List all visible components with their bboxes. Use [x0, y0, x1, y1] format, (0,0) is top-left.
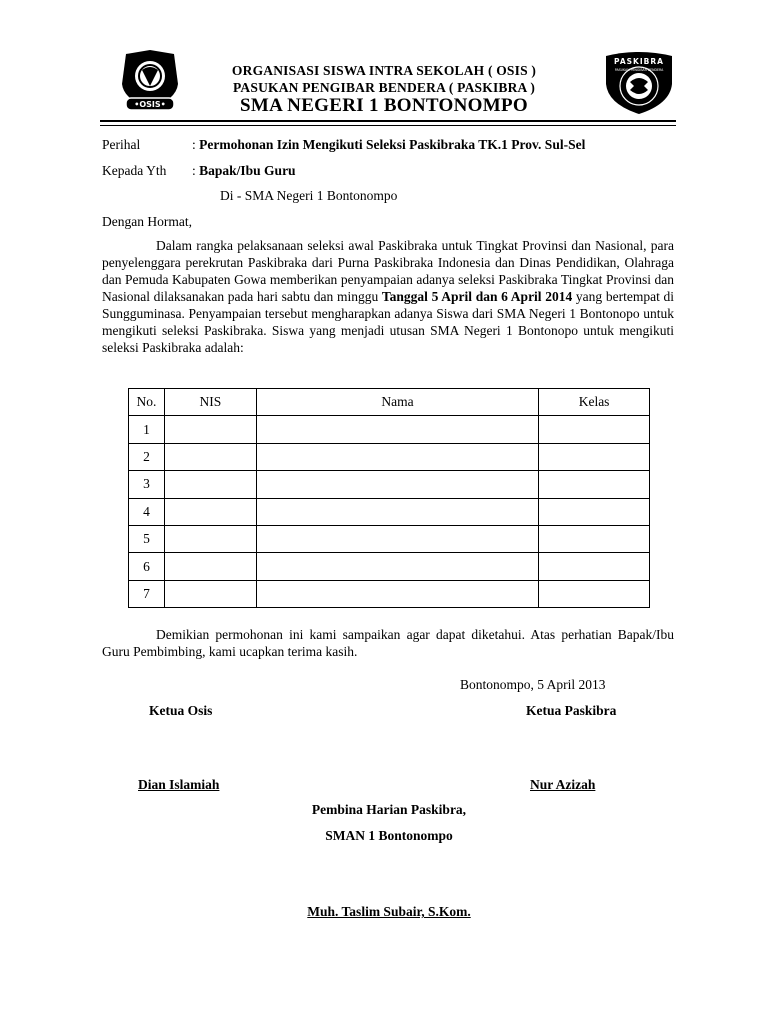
kelas-cell[interactable] — [539, 416, 650, 443]
col-header-nama: Nama — [256, 389, 538, 416]
row-number: 5 — [129, 525, 165, 552]
kelas-cell[interactable] — [539, 471, 650, 498]
header-divider-thick — [100, 120, 676, 122]
paskibra-ring-text: PASUKAN PENGIBAR BENDERA — [614, 68, 664, 72]
header-divider-thin — [100, 125, 676, 126]
kepada-field — [192, 163, 296, 179]
table-row — [129, 471, 650, 498]
nis-cell[interactable] — [164, 416, 256, 443]
nis-cell[interactable] — [164, 580, 256, 607]
body-paragraph-2 — [102, 626, 674, 660]
pembina-title: Pembina Harian Paskibra, — [311, 802, 467, 817]
kepada-colon: : — [192, 163, 200, 178]
signer-right-title: Ketua Paskibra — [526, 703, 617, 718]
nis-cell[interactable] — [164, 498, 256, 525]
nama-cell[interactable] — [256, 580, 538, 607]
paragraph-1-text-b: yang bertempat di Sungguminasa. Penyampaian tersebut mengharapkan adanya Siswa dari SMA Negeri 1 Bontonopo untuk mengikuti seleksi Paskibraka. Siswa yang menjadi utusan SMA Negeri 1 Bontonopo untuk mengikuti seleksi Paskibraka adalah: — [102, 289, 674, 355]
participants-table — [128, 388, 650, 608]
kelas-cell[interactable] — [539, 580, 650, 607]
table-row — [129, 525, 650, 552]
kelas-cell[interactable] — [539, 525, 650, 552]
nama-cell[interactable] — [256, 443, 538, 470]
nis-cell[interactable] — [164, 553, 256, 580]
kelas-cell[interactable] — [539, 443, 650, 470]
table-header-row — [129, 389, 650, 416]
perihal-value: Permohonan Izin Mengikuti Seleksi Paskibraka TK.1 Prov. Sul-Sel — [199, 137, 586, 152]
nis-cell[interactable] — [164, 471, 256, 498]
kelas-cell[interactable] — [539, 553, 650, 580]
row-number: 1 — [129, 416, 165, 443]
perihal-label: Perihal — [102, 137, 141, 152]
nama-cell[interactable] — [256, 553, 538, 580]
signer-right-name: Nur Azizah — [530, 777, 596, 792]
pembina-name — [0, 904, 768, 920]
nis-cell[interactable] — [164, 525, 256, 552]
col-header-no: No. — [129, 389, 165, 416]
signer-left-title: Ketua Osis — [149, 703, 213, 718]
signer-left-name: Dian Islamiah — [138, 777, 220, 792]
row-number: 6 — [129, 553, 165, 580]
osis-logo-text: •OSIS• — [134, 100, 166, 109]
kepada-value: Bapak/Ibu Guru — [199, 163, 296, 178]
pembina-name-text: Muh. Taslim Subair, S.Kom. — [307, 904, 471, 919]
paragraph-1-text-a: Dalam rangka pelaksanaan seleksi awal Paskibraka untuk Tingkat Provinsi dan Nasional, para penyelenggara perekrutan Paskibraka dari Purna Paskibraka Indonesia dan Dinas Pendidikan, Olahraga dan Pemuda Kabupaten Gowa memberikan penyampaian adanya seleksi Paskibraka Tingkat Provinsi dan Nasional dilaksanakan pada hari sabtu dan minggu — [102, 238, 674, 304]
paskibra-logo-text: PASKIBRA — [614, 57, 664, 66]
nis-cell[interactable] — [164, 443, 256, 470]
pembina-org: SMAN 1 Bontonompo — [325, 828, 453, 843]
paragraph-1-date: Tanggal 5 April dan 6 April 2014 — [381, 289, 573, 304]
row-number: 7 — [129, 580, 165, 607]
kelas-cell[interactable] — [539, 498, 650, 525]
table-row — [129, 443, 650, 470]
nama-cell[interactable] — [256, 416, 538, 443]
salutation: Dengan Hormat, — [102, 214, 192, 229]
place-date: Bontonompo, 5 April 2013 — [460, 677, 606, 692]
row-number: 2 — [129, 443, 165, 470]
header-org-line: ORGANISASI SISWA INTRA SEKOLAH ( OSIS ) — [231, 63, 537, 78]
nama-cell[interactable] — [256, 525, 538, 552]
paragraph-2-text: Demikian permohonan ini kami sampaikan agar dapat diketahui. Atas perhatian Bapak/Ibu Guru Pembimbing, kami ucapkan terima kasih. — [102, 627, 674, 659]
recipient-location: Di - SMA Negeri 1 Bontonompo — [220, 188, 398, 203]
col-header-kelas: Kelas — [539, 389, 650, 416]
table-row — [129, 580, 650, 607]
nama-cell[interactable] — [256, 471, 538, 498]
body-paragraph-1 — [102, 237, 674, 356]
perihal-field — [192, 137, 585, 153]
header-school-line: SMA NEGERI 1 BONTONOMPO — [240, 95, 528, 116]
row-number: 3 — [129, 471, 165, 498]
nama-cell[interactable] — [256, 498, 538, 525]
table-row — [129, 553, 650, 580]
perihal-colon: : — [192, 137, 200, 152]
row-number: 4 — [129, 498, 165, 525]
kepada-label: Kepada Yth — [102, 163, 167, 178]
table-row — [129, 416, 650, 443]
header-unit-line: PASUKAN PENGIBAR BENDERA ( PASKIBRA ) — [232, 80, 536, 95]
col-header-nis: NIS — [164, 389, 256, 416]
table-row — [129, 498, 650, 525]
